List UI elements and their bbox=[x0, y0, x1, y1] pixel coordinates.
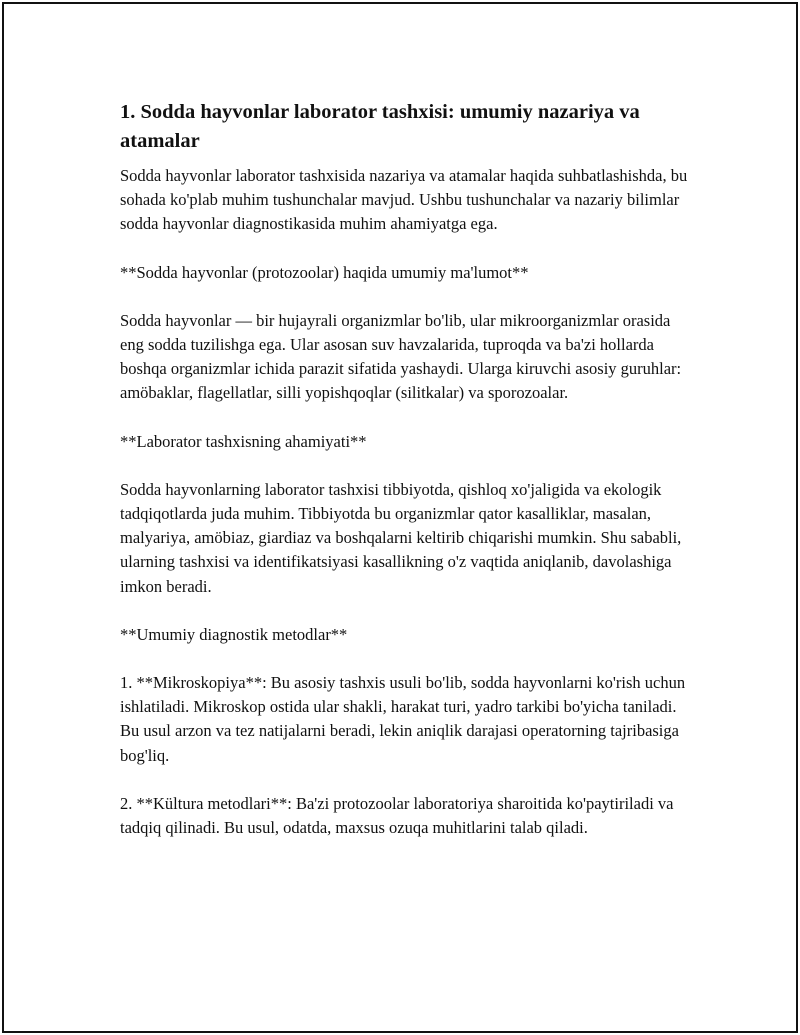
section-heading-methods: **Umumiy diagnostik metodlar** bbox=[120, 624, 348, 644]
document-page bbox=[2, 2, 798, 1033]
paragraph-intro: Sodda hayvonlar laborator tashxisida nazariya va atamalar haqida suhbatlashishda, bu sohada ko'plab muhim tushunchalar mavjud. Ushbu tushunchalar va nazariy bilimlar sodda hayvonlar diagnostikasida muhim ahamiyatga ega. bbox=[120, 166, 688, 234]
paragraph-method-culture: 2. **Kültura metodlari**: Ba'zi protozoolar laboratoriya sharoitida ko'paytiriladi va tadqiq qilinadi. Bu usul, odatda, maxsus ozuqa muhitlarini talab qiladi. bbox=[120, 793, 674, 838]
document-body bbox=[120, 98, 690, 864]
paragraph-method-microscopy: 1. **Mikroskopiya**: Bu asosiy tashxis usuli bo'lib, sodda hayvonlarni ko'rish uchun ishlatiladi. Mikroskop ostida ular shakli, harakat turi, yadro tarkibi bo'yicha taniladi. Bu usul arzon va tez natijalarni beradi, lekin aniqlik darajasi operatorning tajribasiga bog'liq. bbox=[120, 673, 686, 765]
paragraph-overview: Sodda hayvonlar — bir hujayrali organizmlar bo'lib, ular mikroorganizmlar orasida eng sodda tuzilishga ega. Ular asosan suv havzalarida, tuproqda va ba'zi hollarda boshqa organizmlar ichida parazit sifatida yashaydi. Ularga kiruvchi asosiy guruhlar: amöbaklar, flagellatlar, silli yopishqoqlar (silitkalar) va sporozoalar. bbox=[120, 310, 682, 403]
section-heading-overview: **Sodda hayvonlar (protozoolar) haqida umumiy ma'lumot** bbox=[120, 262, 529, 282]
document-title: 1. Sodda hayvonlar laborator tashxisi: umumiy nazariya va atamalar bbox=[120, 101, 640, 152]
paragraph-importance: Sodda hayvonlarning laborator tashxisi tibbiyotda, qishloq xo'jaligida va ekologik tadqiqotlarda juda muhim. Tibbiyotda bu organizmlar qator kasalliklar, masalan, malyariya, amöbiaz, giardiaz va boshqalarni keltirib chiqarishi mumkin. Shu sababli, ularning tashxisi va identifikatsiyasi kasallikning o'z vaqtida aniqlanib, davolashiga imkon beradi. bbox=[120, 479, 682, 596]
section-heading-importance: **Laborator tashxisning ahamiyati** bbox=[120, 431, 367, 451]
